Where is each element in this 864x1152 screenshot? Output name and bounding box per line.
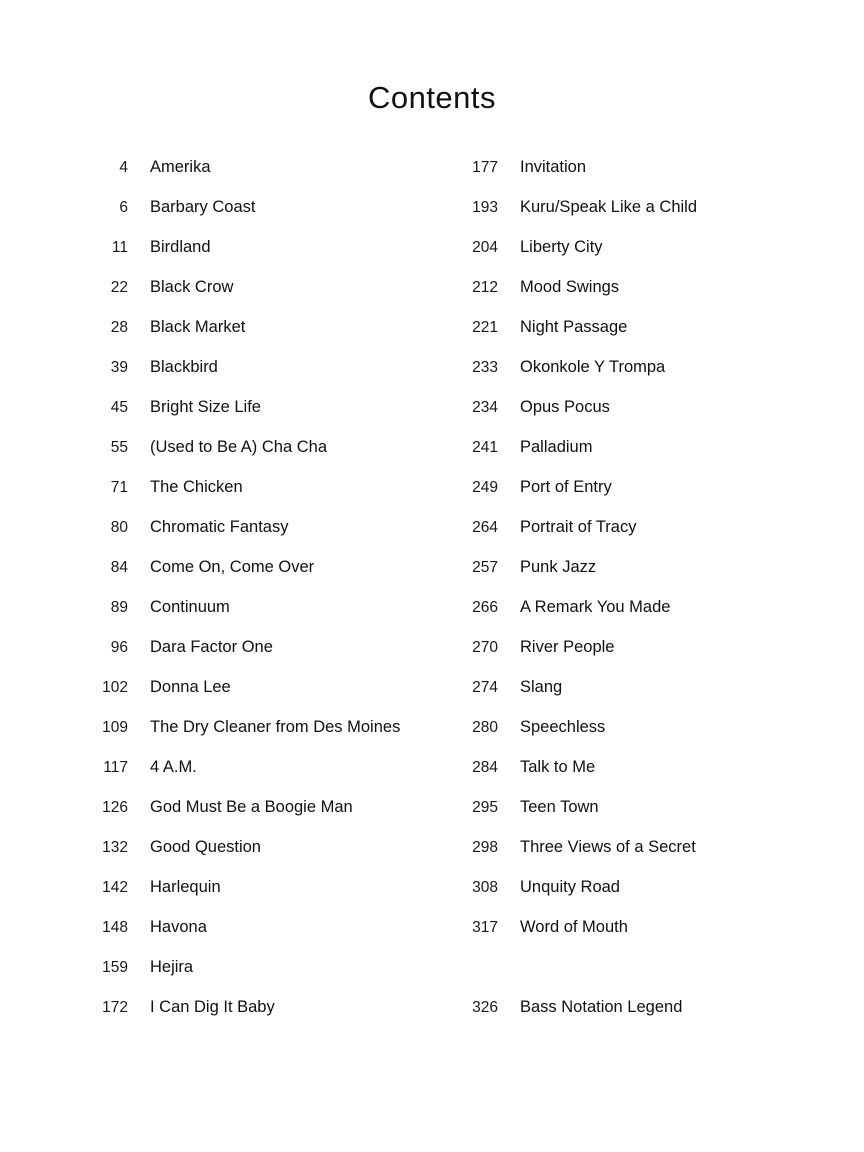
entry-title: Okonkole Y Trompa <box>520 358 666 376</box>
entry-page-number: 6 <box>119 199 128 216</box>
list-item[interactable] <box>440 998 818 1038</box>
entry-title: Liberty City <box>520 238 603 256</box>
list-item[interactable] <box>440 558 818 598</box>
entry-page-number: 264 <box>472 519 498 536</box>
list-item[interactable] <box>70 238 430 278</box>
list-item[interactable] <box>440 158 818 198</box>
entry-page-number: 270 <box>472 639 498 656</box>
entry-page-number: 80 <box>110 519 128 536</box>
entry-title: Word of Mouth <box>520 918 628 936</box>
list-item[interactable] <box>440 598 818 638</box>
list-item-spacer <box>440 958 818 998</box>
entry-title: Dara Factor One <box>150 638 273 656</box>
list-item[interactable] <box>70 958 430 998</box>
entry-page-number: 132 <box>102 839 128 856</box>
list-item[interactable] <box>70 158 430 198</box>
list-item[interactable] <box>70 998 430 1038</box>
entry-page-number: 274 <box>472 679 498 696</box>
entry-page-number: 295 <box>472 799 498 816</box>
entry-title: Havona <box>150 918 207 936</box>
entry-title: The Dry Cleaner from Des Moines <box>150 718 401 736</box>
entry-title: Talk to Me <box>520 758 596 776</box>
entry-title: Portrait of Tracy <box>520 518 637 536</box>
entry-title: Chromatic Fantasy <box>150 518 289 536</box>
entry-title: Come On, Come Over <box>150 558 315 576</box>
entry-page-number: 142 <box>102 879 128 896</box>
list-item[interactable] <box>440 718 818 758</box>
entry-page-number: 308 <box>472 879 498 896</box>
entry-title: River People <box>520 638 615 656</box>
entry-page-number: 126 <box>102 799 128 816</box>
list-item[interactable] <box>70 558 430 598</box>
entry-title: Slang <box>520 678 563 696</box>
list-item[interactable] <box>70 878 430 918</box>
list-item[interactable] <box>440 518 818 558</box>
entry-page-number: 22 <box>110 279 128 296</box>
entry-title: Opus Pocus <box>520 398 610 416</box>
list-item[interactable] <box>440 398 818 438</box>
list-item[interactable] <box>70 798 430 838</box>
entry-title: Teen Town <box>520 798 599 816</box>
list-item[interactable] <box>440 318 818 358</box>
entry-page-number: 148 <box>102 919 128 936</box>
list-item[interactable] <box>440 358 818 398</box>
list-item[interactable] <box>70 838 430 878</box>
entry-page-number: 212 <box>472 279 498 296</box>
entry-page-number: 84 <box>110 559 128 576</box>
entry-page-number: 204 <box>472 239 498 256</box>
entry-page-number: 177 <box>472 159 498 176</box>
entry-title: Speechless <box>520 718 606 736</box>
entry-page-number: 71 <box>110 479 128 496</box>
entry-page-number: 159 <box>102 959 128 976</box>
contents-column-right <box>430 158 818 1038</box>
list-item[interactable] <box>70 718 430 758</box>
entry-page-number: 45 <box>110 399 128 416</box>
entry-page-number: 117 <box>103 759 128 776</box>
list-item[interactable] <box>440 238 818 278</box>
list-item[interactable] <box>440 478 818 518</box>
page-title: Contents <box>367 80 497 115</box>
entry-title: Harlequin <box>150 878 221 896</box>
entry-page-number: 55 <box>110 439 128 456</box>
list-item[interactable] <box>70 318 430 358</box>
entry-page-number: 109 <box>102 719 128 736</box>
entry-title: Black Market <box>150 318 246 336</box>
entry-title: Unquity Road <box>520 878 620 896</box>
entry-title: Bright Size Life <box>150 398 261 416</box>
list-item[interactable] <box>440 198 818 238</box>
entry-title: God Must Be a Boogie Man <box>150 798 353 816</box>
entry-title: Palladium <box>520 438 593 456</box>
list-item[interactable] <box>440 438 818 478</box>
list-item[interactable] <box>70 438 430 478</box>
entry-page-number: 284 <box>472 759 498 776</box>
entry-page-number: 233 <box>472 359 498 376</box>
list-item[interactable] <box>440 758 818 798</box>
entry-title: Kuru/Speak Like a Child <box>520 198 698 216</box>
entry-page-number: 89 <box>110 599 128 616</box>
entry-title: 4 A.M. <box>150 758 197 776</box>
contents-column-left <box>42 158 430 1038</box>
entry-page-number: 249 <box>472 479 498 496</box>
list-item[interactable] <box>70 678 430 718</box>
entry-title: Punk Jazz <box>520 558 597 576</box>
entry-page-number: 280 <box>472 719 498 736</box>
entry-page-number: 28 <box>110 319 128 336</box>
entry-page-number: 266 <box>472 599 498 616</box>
entry-title: Bass Notation Legend <box>520 998 683 1016</box>
entry-page-number: 257 <box>472 559 498 576</box>
list-item[interactable] <box>440 838 818 878</box>
entry-page-number: 298 <box>472 839 498 856</box>
contents-columns <box>0 158 864 1038</box>
entry-title: Donna Lee <box>150 678 231 696</box>
entry-page-number: 317 <box>472 919 498 936</box>
list-item[interactable] <box>70 918 430 958</box>
entry-title: Mood Swings <box>520 278 620 296</box>
list-item[interactable] <box>440 638 818 678</box>
entry-title: Port of Entry <box>520 478 612 496</box>
entry-page-number: 326 <box>472 999 498 1016</box>
entry-page-number: 11 <box>111 239 128 256</box>
entry-title: I Can Dig It Baby <box>150 998 275 1016</box>
entry-page-number: 102 <box>102 679 128 696</box>
list-item[interactable] <box>70 518 430 558</box>
entry-page-number: 221 <box>472 319 498 336</box>
entry-page-number: 96 <box>110 639 128 656</box>
list-item[interactable] <box>70 598 430 638</box>
entry-page-number: 193 <box>472 199 498 216</box>
list-item[interactable] <box>440 278 818 318</box>
list-item[interactable] <box>440 878 818 918</box>
list-item[interactable] <box>70 758 430 798</box>
entry-title: Night Passage <box>520 318 628 336</box>
list-item[interactable] <box>70 278 430 318</box>
list-item[interactable] <box>70 478 430 518</box>
entry-title: Birdland <box>150 238 211 256</box>
list-item[interactable] <box>70 198 430 238</box>
entry-title: Amerika <box>150 158 211 176</box>
entry-title: (Used to Be A) Cha Cha <box>150 438 328 456</box>
entry-title: Three Views of a Secret <box>520 838 696 856</box>
entry-page-number: 234 <box>472 399 498 416</box>
entry-page-number: 172 <box>102 999 128 1016</box>
entry-title: Good Question <box>150 838 261 856</box>
entry-page-number: 39 <box>110 359 128 376</box>
entry-title: Hejira <box>150 958 194 976</box>
list-item[interactable] <box>440 798 818 838</box>
list-item[interactable] <box>70 358 430 398</box>
list-item[interactable] <box>70 398 430 438</box>
entry-title: Barbary Coast <box>150 198 256 216</box>
entry-title: Invitation <box>520 158 587 176</box>
entry-title: A Remark You Made <box>520 598 671 616</box>
list-item[interactable] <box>440 918 818 958</box>
list-item[interactable] <box>440 678 818 718</box>
entry-title: Black Crow <box>150 278 234 296</box>
entry-page-number: 241 <box>472 439 498 456</box>
entry-page-number: 4 <box>119 159 128 176</box>
list-item[interactable] <box>70 638 430 678</box>
entry-title: The Chicken <box>150 478 243 496</box>
entry-title: Continuum <box>150 598 230 616</box>
entry-title: Blackbird <box>150 358 218 376</box>
